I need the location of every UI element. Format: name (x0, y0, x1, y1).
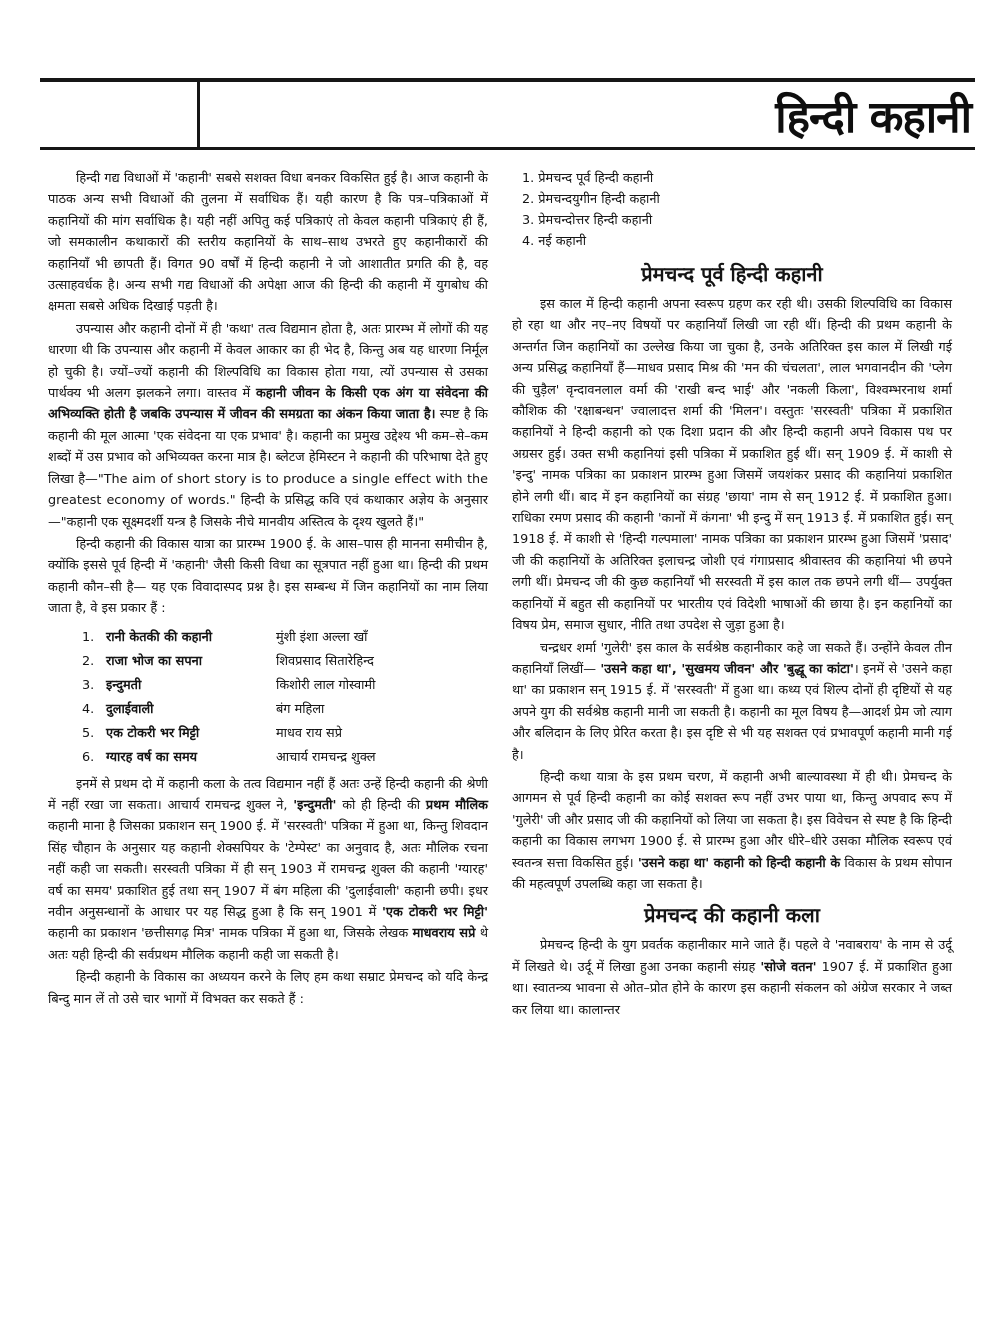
story-title: इन्दुमती (106, 677, 142, 693)
story-title: राजा भोज का सपना (106, 653, 203, 669)
paragraph-guleri (512, 638, 952, 766)
story-author: आचार्य रामचन्द्र शुक्ल (276, 749, 376, 765)
header-rule-top (40, 78, 975, 82)
division-list (522, 168, 952, 252)
story-title: एक टोकरी भर मिट्टी (106, 725, 200, 741)
paragraph-first-phase (512, 767, 952, 895)
section-heading-pre-premchand: प्रेमचन्द पूर्व हिन्दी कहानी (641, 262, 823, 286)
chapter-title: हिन्दी कहानी (775, 92, 971, 143)
header-rule-bottom (40, 147, 975, 150)
text-span: विकास के प्रथम सोपान की महत्वपूर्ण उपलब्धि कहा जा सकता है। (512, 855, 952, 892)
story-title: दुलाईवाली (106, 701, 154, 717)
text-span: प्रेमचन्द हिन्दी के युग प्रवर्तक कहानीकार माने जाते हैं। पहले वे 'नवाबराय' के नाम से उर्दू में लिखते थे। उर्दू में लिखा हुआ उनका कहानी संग्रह (512, 938, 952, 975)
table-row (82, 674, 476, 698)
table-row (82, 698, 476, 722)
bold-text: 'एक टोकरी भर मिट्टी' (381, 904, 489, 920)
story-number: 6. (82, 749, 95, 765)
list-item: 1. प्रेमचन्द पूर्व हिन्दी कहानी (522, 171, 654, 186)
text-span: चन्द्रधर शर्मा 'गुलेरी' इस काल के सर्वश्रेष्ठ कहानीकार कहे जा सकते हैं। उन्होंने केवल तीन कहानियाँ लिखीं— (512, 640, 952, 677)
stories-table-body (82, 626, 476, 770)
bold-text: 'उसने कहा था' कहानी को हिन्दी कहानी के (637, 855, 841, 871)
story-author: किशोरी लाल गोस्वामी (276, 677, 376, 693)
paragraph-intro: हिन्दी गद्य विधाओं में 'कहानी' सबसे सशक्त विधा बनकर विकसित हुई है। आज कहानी के पाठक अन्य सभी विधाओं की तुलना में सर्वाधिक हैं। यही कारण है कि पत्र–पत्रिकाओं में कहानियों की मांग सर्वाधिक है। यही नहीं अपितु कई पत्रिकाएं तो केवल कहानी पत्रिकाएं ही हैं, जो समकालीन कथाकारों की स्तरीय कहानियों के साथ–साथ उभरते हुए कहानीकारों की कहानियाँ भी छापती हैं। विगत 90 वर्षों में हिन्दी कहानी ने जो आशातीत प्रगति की है, वह उत्साहवर्धक है। अन्य सभी गद्य विधाओं की अपेक्षा आज की हिन्दी की कहानी में युगबोध की क्षमता सबसे अधिक दिखाई पड़ती है। (48, 171, 488, 315)
text-span: स्पष्ट है कि कहानी की मूल आत्मा 'एक संवेदना या एक प्रभाव' है। कहानी का प्रमुख उद्देश्य भी कम–से–कम शब्दों में उस प्रभाव को अभिव्यक्त करना मात्र है। ब्लेटज हेमिस्टन ने कहानी की परिभाषा देते हुए लिखा है—"The aim of short story is to produce a single effect with the greatest economy of words." हिन्दी के प्रसिद्ध कवि एवं कथाकार अज्ञेय के अनुसार—"कहानी एक सूक्ष्मदर्शी यन्त्र है जिसके नीचे मानवीय अस्तित्व के दृश्य खुलते हैं।" (48, 407, 488, 530)
text-span: थे अतः यही हिन्दी की सर्वप्रथम मौलिक कहानी कही जा सकती है। (48, 926, 489, 963)
list-item: 2. प्रेमचन्दयुगीन हिन्दी कहानी (522, 192, 660, 207)
table-row (82, 746, 476, 770)
left-column (48, 168, 488, 1010)
paragraph-pre-premchand: इस काल में हिन्दी कहानी अपना स्वरूप ग्रहण कर रही थी। उसकी शिल्पविधि का विकास हो रहा था और नए–नए विषयों पर कहानियाँ लिखी जा रही थीं। हिन्दी की प्रथम कहानी के अन्तर्गत जिन कहानियों का उल्लेख किया जा चुका है, उनके अतिरिक्त इस काल में लिखी गई अन्य प्रसिद्ध कहानियाँ हैं—माधव प्रसाद मिश्र की 'मन की चंचलता', लाल भगवानदीन की 'प्लेग की चुड़ैल' वृन्दावनलाल वर्मा की 'राखी बन्द भाई' और 'नकली किला', विश्वम्भरनाथ शर्मा कौशिक की 'रक्षाबन्धन' ज्वालादत्त शर्मा की 'मिलन'। वस्तुतः 'सरस्वती' पत्रिका में प्रकाशित कहानियों ने हिन्दी कहानी को एक दिशा प्रदान की और हिन्दी कहानी अपने विकास पथ पर अग्रसर हुई। उक्त सभी कहानियां इसी पत्रिका में प्रकाशित हुई थीं। सन् 1909 ई. में काशी से 'इन्दु' नामक पत्रिका का प्रकाशन प्रारम्भ हुआ जिसमें जयशंकर प्रसाद की कहानियां प्रकाशित होने लगी थीं। बाद में इन कहानियों का संग्रह 'छाया' नाम से सन् 1912 ई. में प्रकाशित हुआ। राधिका रमण प्रसाद की कहानी 'कानों में कंगना' भी इन्दु में सन् 1913 ई. में प्रकाशित हुई। सन् 1918 ई. में काशी से 'हिन्दी गल्पमाला' नामक पत्रिका का प्रकाशन प्रारम्भ हुआ जिसमें 'प्रसाद' जी की कहानियों के अतिरिक्त इलाचन्द्र जोशी एवं गंगाप्रसाद श्रीवास्तव की कहानियां भी छपने लगी थीं। प्रेमचन्द जी की कुछ कहानियाँ भी सरस्वती में इस काल तक छपने लगी थीं— उपर्युक्त कहानियों में बहुत सी कहानियों पर भारतीय एवं विदेशी भाषाओं की छाया है। इन कहानियों का विषय प्रेम, समाज सुधार, नीति तथा उपदेश से जुड़ा हुआ है। (512, 297, 952, 634)
table-row (82, 626, 476, 650)
table-row (82, 722, 476, 746)
first-stories-table (82, 626, 476, 770)
text-span: को ही हिन्दी की (336, 797, 426, 813)
story-number: 4. (82, 701, 95, 717)
paragraph-premchand (512, 935, 952, 1021)
story-title: ग्यारह वर्ष का समय (106, 749, 198, 765)
list-item: 4. नई कहानी (522, 234, 587, 249)
bold-text: 'इन्दुमती' (293, 797, 337, 813)
text-span: उपन्यास और कहानी दोनों में ही 'कथा' तत्व विद्यमान होता है, अतः प्रारम्भ में लोगों की यह धारणा थी कि उपन्यास और कहानी में केवल आकार का ही भेद है, किन्तु अब यह धारणा निर्मूल हो चुकी है। ज्यों–ज्यों कहानी की शिल्पविधि का विकास होता गया, त्यों उपन्यास से उसका पार्थक्य भी अलग झलकने लगा। वास्तव में (48, 321, 488, 402)
story-number: 1. (82, 629, 95, 645)
story-author: माधव राय सप्रे (276, 725, 342, 741)
bold-text: 'उसने कहा था', 'सुखमय जीवन' और 'बुद्धू का कांटा' (600, 661, 854, 677)
paragraph-story-vs-novel (48, 319, 488, 533)
table-row (82, 650, 476, 674)
story-number: 3. (82, 677, 95, 693)
text-span: । इनमें से 'उसने कहा था' का प्रकाशन सन् 1915 ई. में 'सरस्वती' में हुआ था। कथ्य एवं शिल्प दोनों ही दृष्टियों से यह अपने युग की सर्वश्रेष्ठ कहानी मानी जा सकती है। कहानी का मूल विषय है—आदर्श प्रेम जो त्याग और बलिदान के लिए प्रेरित करता है। इस दृष्टि से भी यह सशक्त एवं प्रभावपूर्ण कहानी मानी गई है। (512, 661, 952, 763)
paragraph-division: हिन्दी कहानी के विकास का अध्ययन करने के लिए हम कथा सम्राट प्रेमचन्द को यदि केन्द्र बिन्दु मान लें तो उसे चार भागों में विभक्त कर सकते हैं : (48, 970, 488, 1007)
story-author: मुंशी इंशा अल्ला खाँ (276, 629, 368, 645)
paragraph-analysis (48, 774, 488, 967)
text-span: हिन्दी कथा यात्रा के इस प्रथम चरण, में कहानी अभी बाल्यावस्था में ही थी। प्रेमचन्द के आगमन से पूर्व हिन्दी कहानी का कोई सशक्त रूप नहीं उभर पाया था, किन्तु अपवाद रूप में 'गुलेरी' जी और प्रसाद जी की कहानियों को लिया जा सकता है। इस विवेचन से स्पष्ट है कि हिन्दी कहानी का विकास लगभग 1900 ई. से प्रारम्भ हुआ और धीरे–धीरे उसका मौलिक स्वरूप एवं स्वतन्त्र सत्ता विकसित हुई। (512, 769, 952, 871)
text-span: 1907 ई. में प्रकाशित हुआ था। स्वातन्त्र्य भावना से ओत–प्रोत होने के कारण इस कहानी संकलन को अंग्रेज सरकार ने जब्त कर लिया था। कालान्तर (512, 959, 952, 1018)
story-number: 5. (82, 725, 95, 741)
story-number: 2. (82, 653, 95, 669)
text-span: इनमें से प्रथम दो में कहानी कला के तत्व विद्यमान नहीं हैं अतः उन्हें हिन्दी कहानी की श्रेणी में नहीं रखा जा सकता। आचार्य रामचन्द्र शुक्ल ने, (48, 776, 488, 813)
bold-text: प्रथम मौलिक (425, 797, 488, 813)
header-rule-vertical (197, 78, 200, 150)
paragraph-first-story: हिन्दी कहानी की विकास यात्रा का प्रारम्भ 1900 ई. के आस–पास ही मानना समीचीन है, क्योंकि इससे पूर्व हिन्दी में 'कहानी' जैसी किसी विधा का सूत्रपात नहीं हुआ था। हिन्दी की प्रथम कहानी कौन–सी है— यह एक विवादास्पद प्रश्न है। इस सम्बन्ध में जिन कहानियों का नाम लिया जाता है, वे इस प्रकार हैं : (48, 536, 488, 617)
list-item: 3. प्रेमचन्दोत्तर हिन्दी कहानी (522, 213, 653, 228)
right-column (512, 168, 952, 1021)
story-author: बंग महिला (276, 701, 325, 717)
bold-text: 'सोजे वतन' (760, 959, 817, 975)
text-span: कहानी माना है जिसका प्रकाशन सन् 1900 ई. में 'सरस्वती' पत्रिका में हुआ था, किन्तु शिवदान सिंह चौहान के अनुसार यह कहानी शेक्सपियर के 'टेम्पेस्ट' का अनुवाद है, अतः मौलिक रचना नहीं कही जा सकती। सरस्वती पत्रिका में ही सन् 1903 में रामचन्द्र शुक्ल की कहानी 'ग्यारह' वर्ष का समय' प्रकाशित हुई तथा सन् 1907 में बंग महिला की 'दुलाईवाली' कहानी छपी। इधर नवीन अनुसन्धानों के आधार पर यह सिद्ध हुआ है कि सन् 1901 में (48, 819, 488, 920)
bold-text: माधवराय सप्रे (412, 926, 476, 942)
bold-text: कहानी जीवन के किसी एक अंग या संवेदना की अभिव्यक्ति होती है जबकि उपन्यास में जीवन की समग्रता का अंकन किया जाता है। (48, 386, 488, 423)
story-title: रानी केतकी की कहानी (106, 629, 213, 645)
section-heading-premchand-art: प्रेमचन्द की कहानी कला (644, 903, 820, 928)
text-span: कहानी का प्रकाशन 'छत्तीसगढ़ मित्र' नामक पत्रिका में हुआ था, जिसके लेखक (48, 926, 413, 942)
story-author: शिवप्रसाद सितारेहिन्द (276, 653, 374, 669)
